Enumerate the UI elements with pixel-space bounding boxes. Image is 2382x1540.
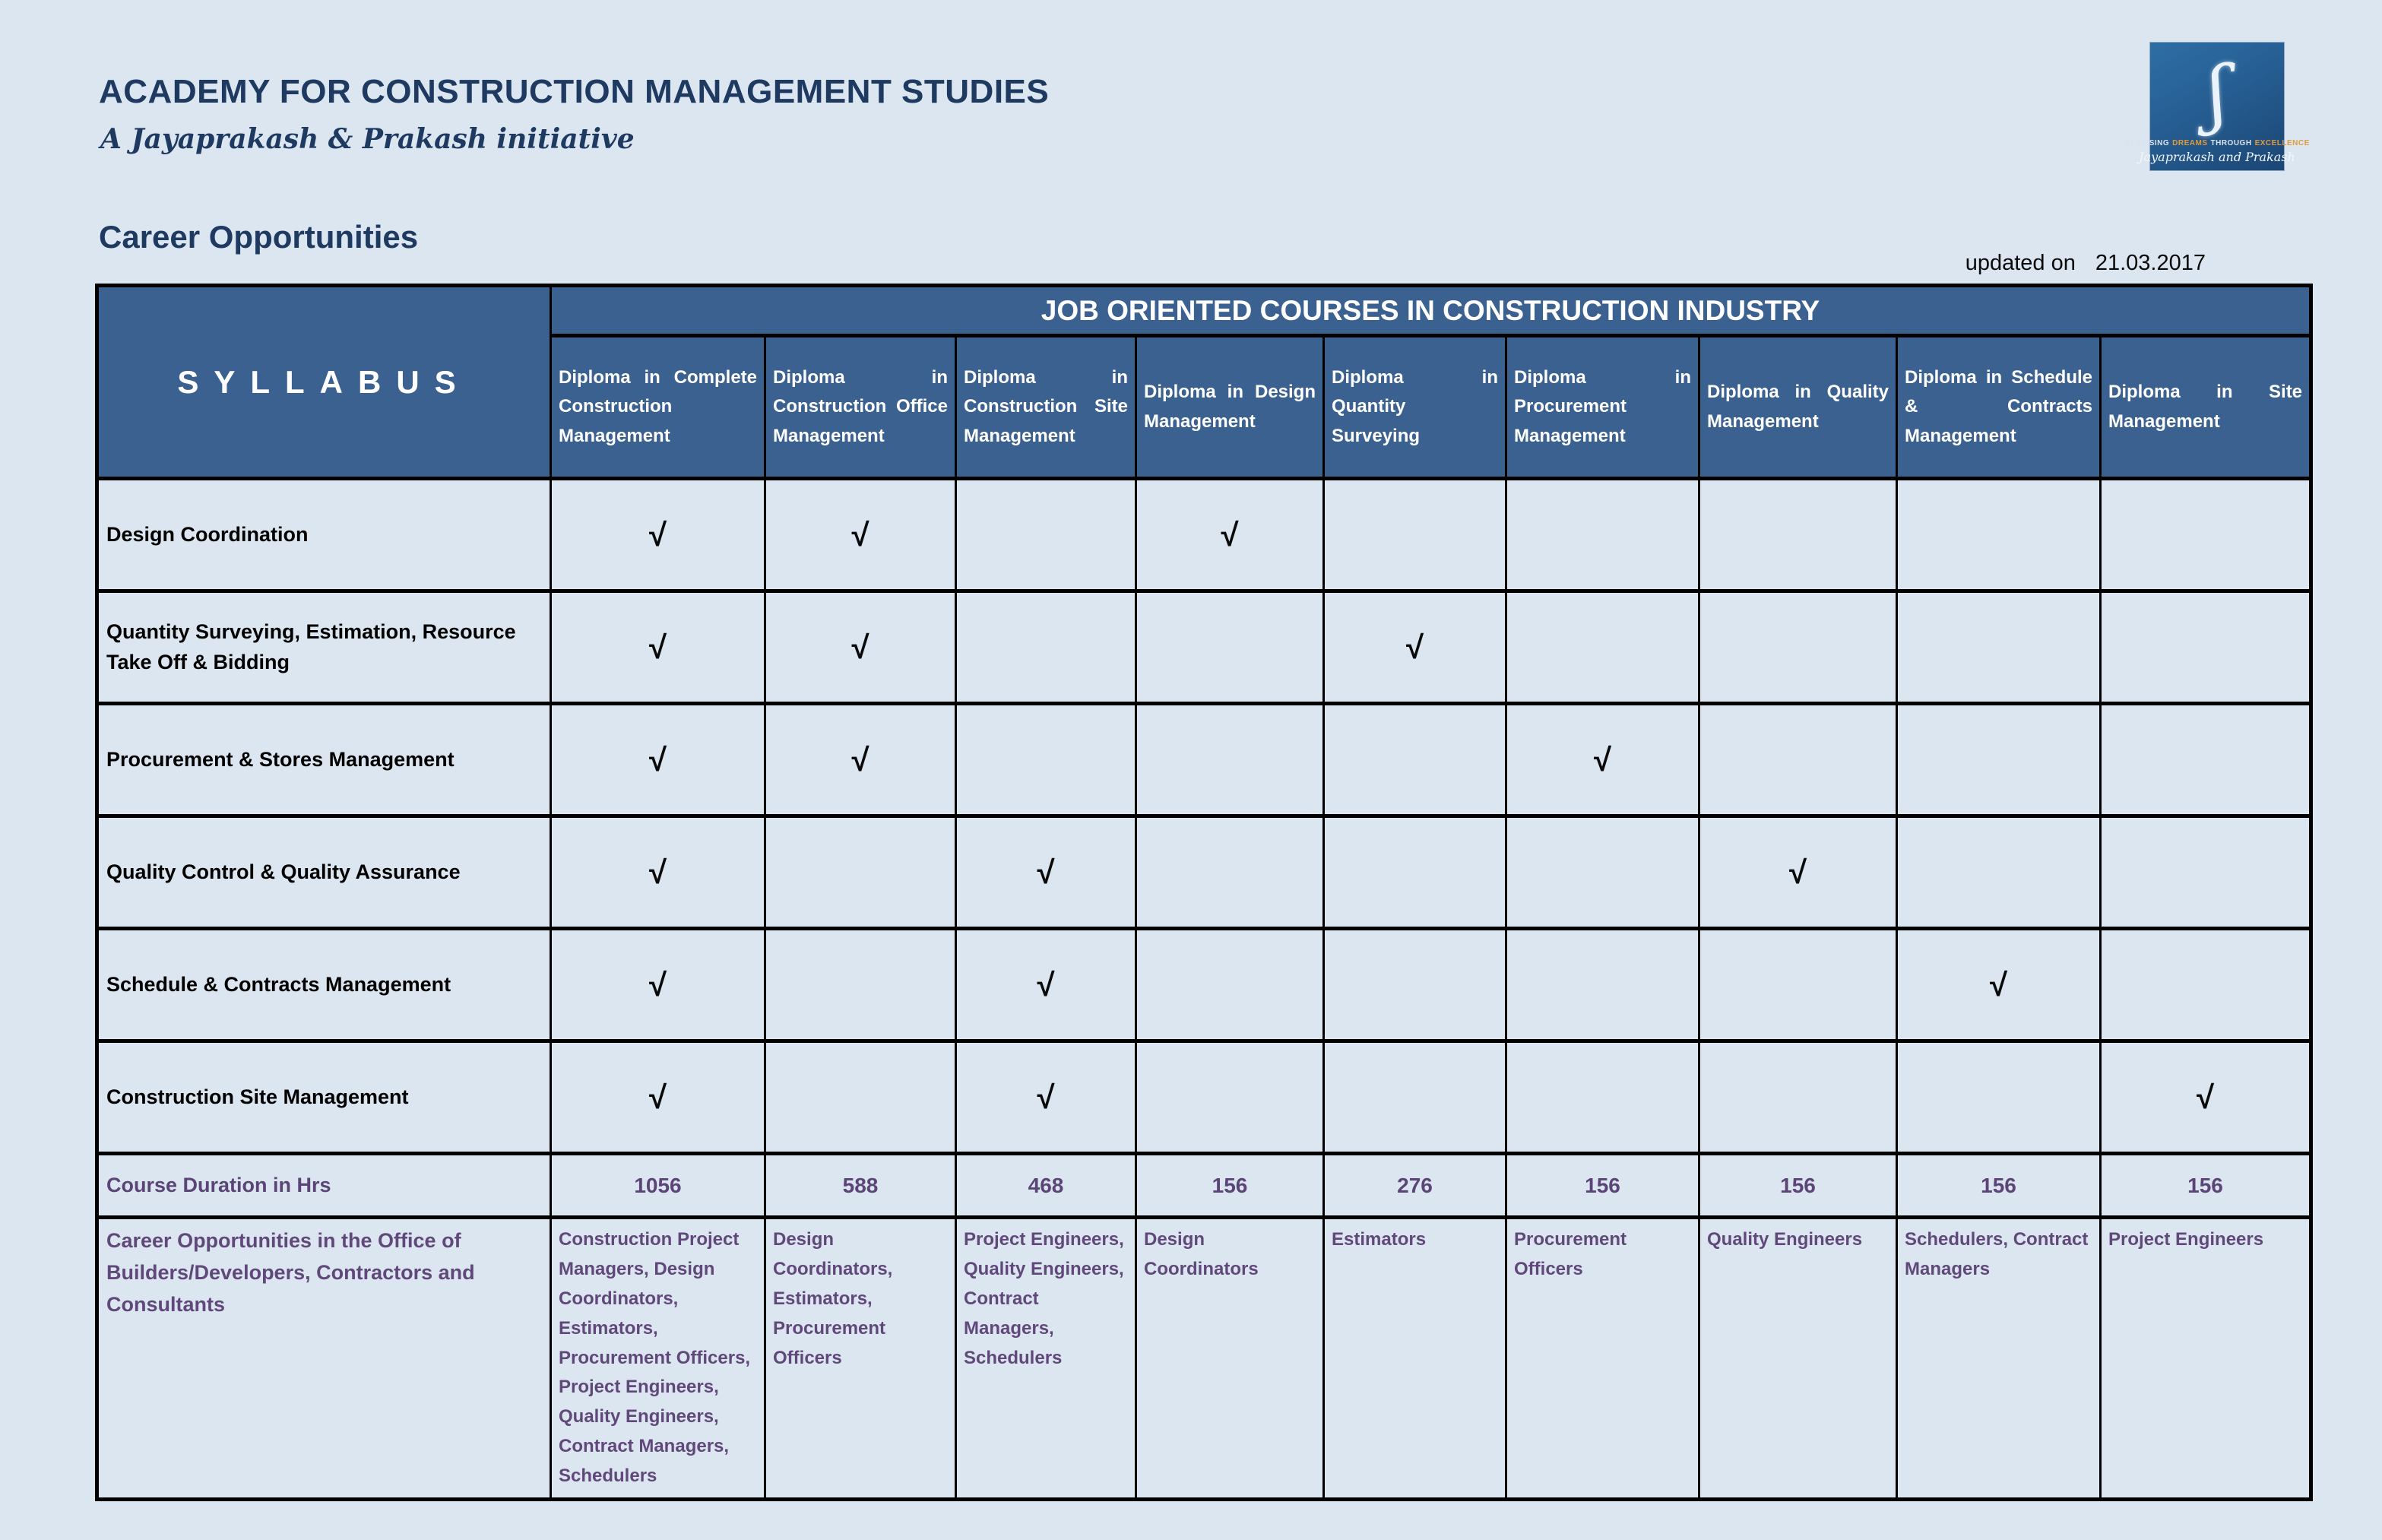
check-cell (1324, 1041, 1506, 1154)
check-cell: √ (956, 929, 1136, 1041)
career-cell: Quality Engineers (1699, 1218, 1897, 1500)
check-cell (1136, 704, 1324, 816)
duration-row-label: Course Duration in Hrs (97, 1154, 551, 1218)
check-cell (1699, 1041, 1897, 1154)
career-cell: Project Engineers (2101, 1218, 2311, 1500)
check-cell (1897, 704, 2101, 816)
table-row (97, 929, 2311, 1041)
check-cell (1136, 1041, 1324, 1154)
duration-value: 156 (1699, 1154, 1897, 1218)
check-cell (1897, 1041, 2101, 1154)
check-cell: √ (956, 816, 1136, 929)
check-cell (1136, 816, 1324, 929)
academy-title: ACADEMY FOR CONSTRUCTION MANAGEMENT STUDIES (99, 73, 1050, 110)
check-cell (1699, 479, 1897, 591)
check-cell (1506, 591, 1699, 704)
check-cell (1324, 479, 1506, 591)
syllabus-row-label: Procurement & Stores Management (97, 704, 551, 816)
logo-tagline-word: EXCELLENCE (2254, 139, 2310, 147)
column-header: Diploma in Complete Construction Management (551, 336, 765, 479)
check-cell: √ (1324, 591, 1506, 704)
duration-value: 588 (765, 1154, 956, 1218)
check-cell (1506, 929, 1699, 1041)
check-cell (2101, 591, 2311, 704)
career-cell: Estimators (1324, 1218, 1506, 1500)
check-cell (1506, 816, 1699, 929)
check-cell (1897, 591, 2101, 704)
group-header-cell: JOB ORIENTED COURSES IN CONSTRUCTION INDUSTRY (551, 286, 2311, 336)
check-cell: √ (1699, 816, 1897, 929)
duration-value: 156 (2101, 1154, 2311, 1218)
initiative-subtitle: A Jayaprakash & Prakash initiative (100, 123, 635, 155)
check-cell (2101, 479, 2311, 591)
duration-value: 156 (1506, 1154, 1699, 1218)
check-cell (2101, 704, 2311, 816)
duration-value: 468 (956, 1154, 1136, 1218)
check-cell (1136, 929, 1324, 1041)
check-cell: √ (551, 591, 765, 704)
column-header: Diploma in Construction Site Management (956, 336, 1136, 479)
check-cell: √ (1136, 479, 1324, 591)
check-cell: √ (551, 1041, 765, 1154)
column-header: Diploma in Design Management (1136, 336, 1324, 479)
table-row (97, 479, 2311, 591)
updated-date: 21.03.2017 (2095, 251, 2206, 275)
check-cell (1506, 479, 1699, 591)
syllabus-row-label: Quantity Surveying, Estimation, Resource Take Off & Bidding (97, 591, 551, 704)
table-row (97, 591, 2311, 704)
check-cell: √ (765, 591, 956, 704)
logo-tagline (2123, 139, 2311, 147)
check-cell (1324, 816, 1506, 929)
column-header: Diploma in Quantity Surveying (1324, 336, 1506, 479)
table-row (97, 816, 2311, 929)
career-matrix (95, 284, 2313, 1501)
check-cell: √ (765, 704, 956, 816)
check-cell (1324, 929, 1506, 1041)
logo-company-name: Jayaprakash and Prakash (2139, 150, 2295, 164)
check-cell (1897, 479, 2101, 591)
syllabus-row-label: Design Coordination (97, 479, 551, 591)
duration-value: 1056 (551, 1154, 765, 1218)
updated-on (1965, 251, 2206, 276)
column-header: Diploma in Quality Management (1699, 336, 1897, 479)
check-cell: √ (551, 704, 765, 816)
career-cell: Schedulers, Contract Managers (1897, 1218, 2101, 1500)
check-cell (2101, 816, 2311, 929)
syllabus-row-label: Construction Site Management (97, 1041, 551, 1154)
check-cell (1699, 704, 1897, 816)
updated-label: updated on (1965, 251, 2076, 275)
syllabus-row-label: Quality Control & Quality Assurance (97, 816, 551, 929)
check-cell (765, 816, 956, 929)
career-row-label: Career Opportunities in the Office of Builders/Developers, Contractors and Consultants (97, 1218, 551, 1500)
table-row (97, 1041, 2311, 1154)
career-cell: Design Coordinators (1136, 1218, 1324, 1500)
check-cell (2101, 929, 2311, 1041)
check-cell (1324, 704, 1506, 816)
check-cell (1699, 929, 1897, 1041)
column-header: Diploma in Site Management (2101, 336, 2311, 479)
logo-tagline-word: DREAMS (2172, 139, 2208, 147)
page-title: Career Opportunities (99, 219, 419, 255)
check-cell (956, 704, 1136, 816)
check-cell: √ (551, 816, 765, 929)
check-cell: √ (551, 929, 765, 1041)
career-cell: Project Engineers, Quality Engineers, Contract Managers, Schedulers (956, 1218, 1136, 1500)
check-cell: √ (1506, 704, 1699, 816)
career-cell: Procurement Officers (1506, 1218, 1699, 1500)
check-cell: √ (2101, 1041, 2311, 1154)
check-cell (956, 479, 1136, 591)
check-cell (765, 929, 956, 1041)
logo-swirl-icon: ʃ (2203, 49, 2232, 137)
duration-value: 156 (1897, 1154, 2101, 1218)
check-cell (1506, 1041, 1699, 1154)
check-cell (956, 591, 1136, 704)
duration-value: 156 (1136, 1154, 1324, 1218)
check-cell (1699, 591, 1897, 704)
column-header: Diploma in Procurement Management (1506, 336, 1699, 479)
check-cell: √ (551, 479, 765, 591)
career-cell: Construction Project Managers, Design Coordinators, Estimators, Procurement Officers, Project Engineers, Quality Engineers, Contract Managers, Schedulers (551, 1218, 765, 1500)
company-logo (2124, 42, 2310, 171)
table-header-group-row (97, 286, 2311, 336)
check-cell (765, 1041, 956, 1154)
column-header: Diploma in Construction Office Management (765, 336, 956, 479)
logo-tagline-word: THROUGH (2210, 139, 2252, 147)
logo-tagline-word: REALISING (2124, 139, 2170, 147)
column-header: Diploma in Schedule & Contracts Management (1897, 336, 2101, 479)
check-cell: √ (765, 479, 956, 591)
duration-value: 276 (1324, 1154, 1506, 1218)
check-cell (1136, 591, 1324, 704)
career-opportunities-row (97, 1218, 2311, 1500)
syllabus-header-cell: SYLLABUS (97, 286, 551, 479)
syllabus-row-label: Schedule & Contracts Management (97, 929, 551, 1041)
career-matrix-table (95, 284, 2313, 1501)
check-cell: √ (956, 1041, 1136, 1154)
career-cell: Design Coordinators, Estimators, Procurement Officers (765, 1218, 956, 1500)
table-row (97, 704, 2311, 816)
course-duration-row (97, 1154, 2311, 1218)
check-cell: √ (1897, 929, 2101, 1041)
check-cell (1897, 816, 2101, 929)
